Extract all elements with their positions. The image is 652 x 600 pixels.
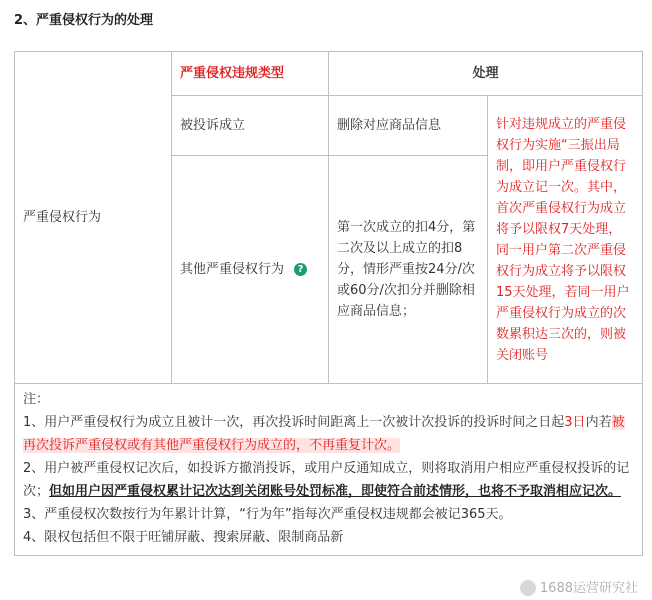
infringement-table	[14, 51, 643, 556]
watermark: 1688运营研究社	[520, 577, 638, 597]
row2-type-label: 其他严重侵权行为	[180, 261, 285, 277]
header-type: 严重侵权违规类型	[172, 52, 329, 96]
row2-type	[172, 156, 329, 384]
note-1-days: 3日	[564, 415, 586, 430]
page-title: 2、严重侵权行为的处理	[14, 13, 154, 28]
header-handling: 处理	[329, 52, 643, 96]
summary-cell: 针对违规成立的严重侵权行为实施“三振出局制，即用户严重侵权行为成立记一次。其中，首次严重侵权行为成立将予以限权7天处理，同一用户第二次严重侵权行为成立将予以限权15天处理，若同一用户严重侵权行为成立的次数累积达三次的，则被关闭账号	[488, 96, 643, 384]
notes-row	[15, 384, 643, 556]
table-header-row	[15, 52, 643, 96]
row1-handling: 删除对应商品信息	[329, 96, 488, 156]
notes-cell	[15, 384, 643, 556]
note-3: 3、严重侵权次数按行为年累计计算，“行为年”指每次严重侵权违规都会被记365天。	[23, 507, 512, 522]
note-2: 2、用户被严重侵权记次后，如投诉方撤消投诉，或用户反通知成立，则将取消用户相应严重侵权投诉的记次；但如用户因严重侵权累计记次达到关闭账号处罚标准，即使符合前述情形，也将不予取消相应记次。	[23, 461, 630, 499]
note-4: 4、限权包括但不限于旺铺屏蔽、搜索屏蔽、限制商品新	[23, 530, 344, 545]
row2-handling: 第一次成立的扣4分，第二次及以上成立的扣8分，情形严重按24分/次或60分/次扣分并删除相应商品信息；	[329, 156, 488, 384]
category-cell	[15, 52, 172, 384]
note-1: 1、用户严重侵权行为成立且被计一次，再次投诉时间距离上一次被计次投诉的投诉时间之日起3日内若被再次投诉严重侵权或有其他严重侵权行为成立的，不再重复计次。	[23, 415, 625, 453]
help-icon[interactable]: ?	[294, 263, 307, 276]
row1-type: 被投诉成立	[172, 96, 329, 156]
note-1-highlight: 被再次投诉严重侵权或有其他严重侵权行为成立的，不再重复计次。	[23, 415, 625, 453]
category-label: 严重侵权行为	[23, 209, 102, 225]
wechat-logo-icon	[520, 580, 536, 596]
notes-label: 注：	[23, 392, 50, 407]
note-2-emphasis: 但如用户因严重侵权累计记次达到关闭账号处罚标准，即使符合前述情形，也将不予取消相应记次。	[49, 484, 622, 499]
